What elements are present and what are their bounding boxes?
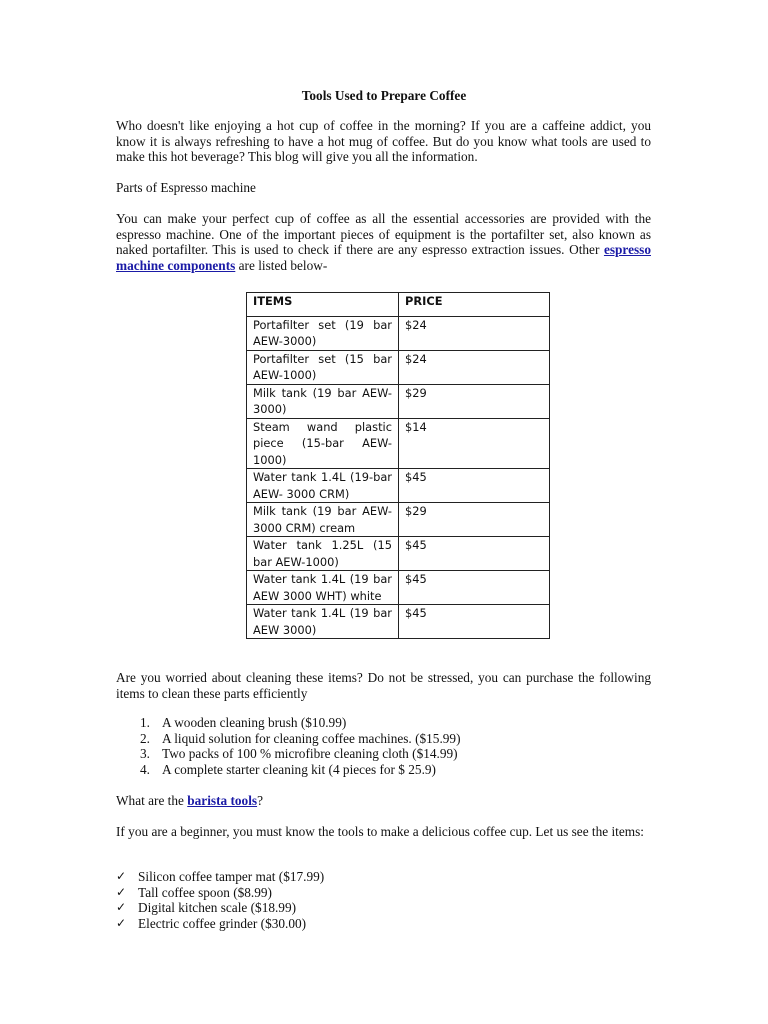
list-number: 4.	[140, 762, 150, 778]
table-row	[247, 469, 550, 503]
document-title: Tools Used to Prepare Coffee	[301, 88, 467, 103]
table-cell-item: Water tank 1.4L (19 bar AEW 3000 WHT) white	[247, 571, 399, 605]
list-item	[116, 916, 324, 932]
checkmark-icon: ✓	[116, 869, 127, 883]
checkmark-icon: ✓	[116, 884, 127, 899]
table-row	[247, 605, 550, 639]
list-item-text: A complete starter cleaning kit (4 pieces for $ 25.9)	[162, 762, 436, 778]
table-cell-item: Steam wand plastic piece (15-bar AEW-1000)	[247, 418, 399, 469]
table-cell-item: Water tank 1.25L (15 bar AEW-1000)	[247, 537, 399, 571]
table-cell-item: Water tank 1.4L (19-bar AEW- 3000 CRM)	[247, 469, 399, 503]
table-header-items: ITEMS	[247, 293, 399, 317]
table-cell-item: Milk tank (19 bar AEW-3000)	[247, 384, 399, 418]
table-row	[247, 418, 550, 469]
list-item	[116, 869, 324, 885]
table-cell-price: $24	[399, 316, 550, 350]
cleaning-items-list	[116, 715, 461, 778]
table-cell-price: $24	[399, 350, 550, 384]
table-cell-price: $29	[399, 503, 550, 537]
espresso-paragraph-tail: are listed below-	[235, 257, 328, 273]
table-cell-price: $45	[399, 571, 550, 605]
table-row	[247, 316, 550, 350]
list-item-text: Digital kitchen scale ($18.99)	[138, 900, 297, 916]
list-item	[116, 746, 461, 762]
barista-heading	[116, 793, 263, 809]
espresso-paragraph	[116, 211, 651, 273]
list-item-text: Electric coffee grinder ($30.00)	[138, 916, 307, 932]
list-number: 3.	[140, 746, 150, 762]
cleaning-intro-paragraph: Are you worried about cleaning these items? Do not be stressed, you can purchase the following items to clean these parts efficiently	[116, 670, 651, 701]
table-cell-item: Milk tank (19 bar AEW-3000 CRM) cream	[247, 503, 399, 537]
list-item-text: A wooden cleaning brush ($10.99)	[162, 715, 347, 730]
list-item	[116, 715, 461, 731]
list-item-text: A liquid solution for cleaning coffee machines. ($15.99)	[162, 730, 461, 746]
table-row	[247, 503, 550, 537]
table-cell-price: $45	[399, 605, 550, 639]
table-cell-item: Portafilter set (19 bar AEW-3000)	[247, 316, 399, 350]
barista-heading-tail: ?	[257, 793, 263, 808]
checkmark-icon: ✓	[116, 900, 127, 915]
list-item-text: Silicon coffee tamper mat ($17.99)	[138, 869, 325, 884]
table-row	[247, 384, 550, 418]
checkmark-icon: ✓	[116, 916, 127, 931]
espresso-components-link[interactable]: espresso machine components	[116, 242, 651, 273]
table-cell-price: $14	[399, 418, 550, 469]
list-item	[116, 762, 461, 778]
parts-price-table	[246, 292, 550, 639]
intro-paragraph: Who doesn't like enjoying a hot cup of coffee in the morning? If you are a caffeine addict, you know it is always refreshing to have a hot mug of coffee. But do you know what tools are used to make this hot beverage? This blog will give you all the information.	[116, 118, 651, 164]
list-number: 1.	[140, 715, 150, 730]
list-item	[116, 731, 461, 747]
section-heading-espresso-parts: Parts of Espresso machine	[116, 180, 256, 195]
table-cell-item: Portafilter set (15 bar AEW-1000)	[247, 350, 399, 384]
barista-tools-list	[116, 869, 324, 932]
table-cell-item: Water tank 1.4L (19 bar AEW 3000)	[247, 605, 399, 639]
barista-paragraph: If you are a beginner, you must know the tools to make a delicious coffee cup. Let us see the items:	[116, 824, 644, 839]
table-cell-price: $29	[399, 384, 550, 418]
list-item	[116, 900, 324, 916]
list-item	[116, 885, 324, 901]
list-number: 2.	[140, 730, 150, 746]
espresso-paragraph-text: You can make your perfect cup of coffee as all the essential accessories are provided with the espresso machine. One of the important pieces of equipment is the portafilter set, also known as naked portafilter. This is used to check if there are any espresso extraction issues. Other	[116, 211, 651, 257]
table-header-price: PRICE	[399, 293, 550, 317]
table-row	[247, 571, 550, 605]
barista-tools-link[interactable]: barista tools	[187, 793, 258, 808]
table-header-row	[247, 293, 550, 317]
barista-heading-text: What are the	[116, 793, 188, 808]
list-item-text: Two packs of 100 % microfibre cleaning cloth ($14.99)	[162, 746, 458, 762]
table-cell-price: $45	[399, 469, 550, 503]
list-item-text: Tall coffee spoon ($8.99)	[138, 884, 272, 900]
table-cell-price: $45	[399, 537, 550, 571]
table-row	[247, 537, 550, 571]
table-row	[247, 350, 550, 384]
